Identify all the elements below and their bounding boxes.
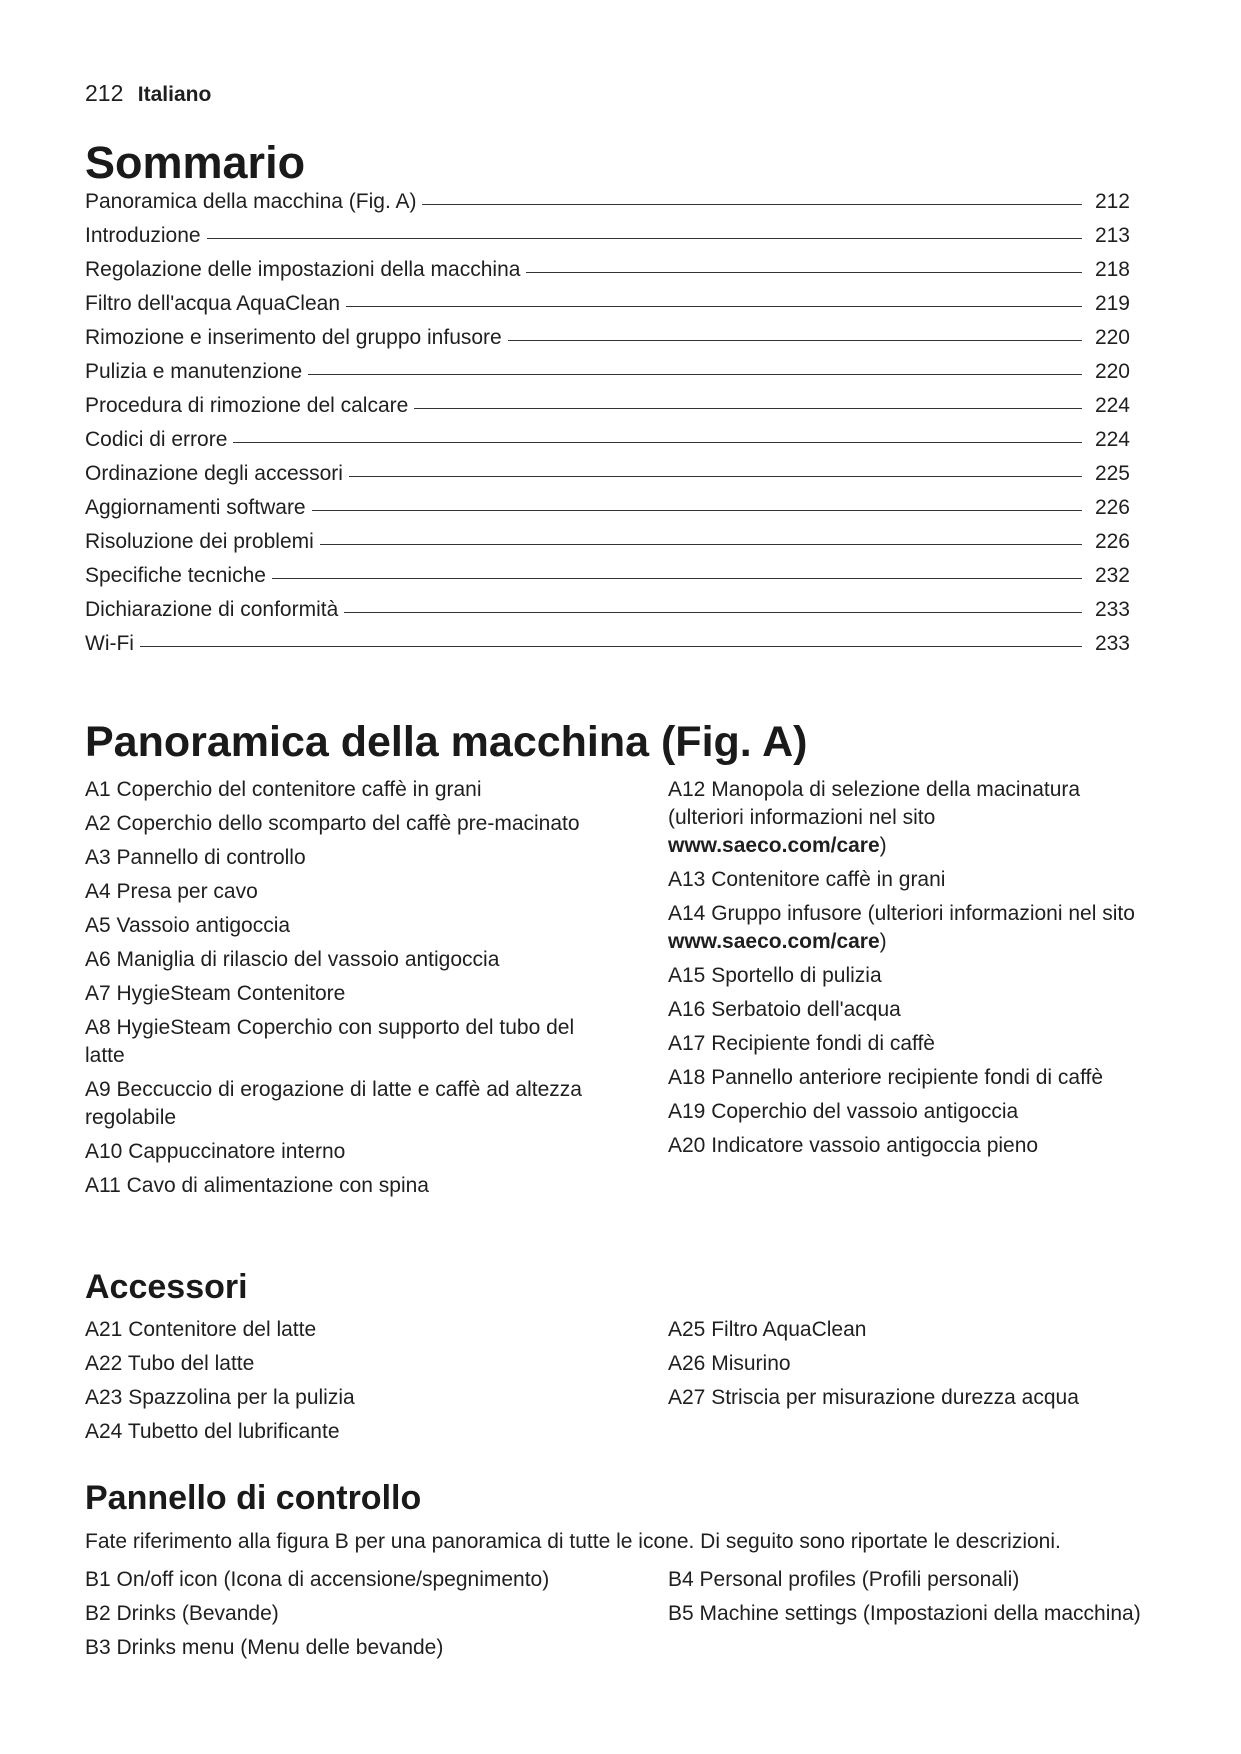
list-item: A10 Cappuccinatore interno: [85, 1140, 346, 1163]
accessories-right-list: [668, 1316, 1158, 1418]
list-item: A9 Beccuccio di erogazione di latte e caffè ad altezza regolabile: [85, 1078, 582, 1129]
list-item: A18 Pannello anteriore recipiente fondi di caffè: [668, 1066, 1104, 1089]
leader-line: [308, 374, 1082, 375]
list-item: A12 Manopola di selezione della macinatura (ulteriori informazioni nel sito www.saeco.com/care): [668, 778, 1081, 857]
toc-entry[interactable]: Procedura di rimozione del calcare 224: [85, 394, 1130, 417]
list-item: B4 Personal profiles (Profili personali): [668, 1568, 1020, 1591]
leader-line: [207, 238, 1082, 239]
list-item: A22 Tubo del latte: [85, 1352, 255, 1375]
list-item: A1 Coperchio del contenitore caffè in grani: [85, 778, 482, 801]
leader-line: [320, 544, 1082, 545]
page-number: 212: [85, 80, 124, 106]
leader-line: [414, 408, 1082, 409]
table-of-contents: [85, 190, 1130, 666]
toc-entry[interactable]: Dichiarazione di conformità 233: [85, 598, 1130, 621]
toc-entry[interactable]: Ordinazione degli accessori 225: [85, 462, 1130, 485]
toc-entry[interactable]: Filtro dell'acqua AquaClean 219: [85, 292, 1130, 315]
list-item: A8 HygieSteam Coperchio con supporto del tubo del latte: [85, 1016, 575, 1067]
list-item: A7 HygieSteam Contenitore: [85, 982, 346, 1005]
toc-entry[interactable]: Aggiornamenti software 226: [85, 496, 1130, 519]
list-item: A17 Recipiente fondi di caffè: [668, 1032, 935, 1055]
toc-entry[interactable]: Codici di errore 224: [85, 428, 1130, 451]
list-item: A2 Coperchio dello scomparto del caffè pre-macinato: [85, 812, 580, 835]
list-item: A11 Cavo di alimentazione con spina: [85, 1174, 429, 1197]
list-item: A24 Tubetto del lubrificante: [85, 1420, 340, 1443]
list-item: B5 Machine settings (Impostazioni della macchina): [668, 1602, 1141, 1625]
list-item: B3 Drinks menu (Menu delle bevande): [85, 1636, 444, 1659]
toc-entry[interactable]: Rimozione e inserimento del gruppo infusore 220: [85, 326, 1130, 349]
list-item: B2 Drinks (Bevande): [85, 1602, 279, 1625]
leader-line: [422, 204, 1082, 205]
control-panel-left-list: [85, 1566, 605, 1668]
care-link[interactable]: www.saeco.com/care: [668, 930, 880, 953]
toc-entry[interactable]: Panoramica della macchina (Fig. A) 212: [85, 190, 1130, 213]
list-item: A25 Filtro AquaClean: [668, 1318, 867, 1341]
leader-line: [140, 646, 1082, 647]
leader-line: [312, 510, 1082, 511]
language-label: Italiano: [137, 83, 212, 106]
list-item: A3 Pannello di controllo: [85, 846, 306, 869]
list-item: A26 Misurino: [668, 1352, 791, 1375]
list-item: A27 Striscia per misurazione durezza acqua: [668, 1386, 1079, 1409]
accessories-left-list: [85, 1316, 605, 1452]
list-item: A14 Gruppo infusore (ulteriori informazioni nel sito www.saeco.com/care): [668, 902, 1135, 953]
list-item: A4 Presa per cavo: [85, 880, 258, 903]
list-item: A5 Vassoio antigoccia: [85, 914, 291, 937]
toc-entry[interactable]: Specifiche tecniche 232: [85, 564, 1130, 587]
leader-line: [344, 612, 1082, 613]
leader-line: [349, 476, 1082, 477]
list-item: B1 On/off icon (Icona di accensione/spegnimento): [85, 1568, 550, 1591]
leader-line: [272, 578, 1082, 579]
control-panel-intro: Fate riferimento alla figura B per una panoramica di tutte le icone. Di seguito sono riportate le descrizioni.: [85, 1530, 1061, 1553]
page-header: [85, 80, 211, 107]
toc-entry[interactable]: Pulizia e manutenzione 220: [85, 360, 1130, 383]
list-item: A23 Spazzolina per la pulizia: [85, 1386, 355, 1409]
list-item: A16 Serbatoio dell'acqua: [668, 998, 901, 1021]
leader-line: [346, 306, 1082, 307]
leader-line: [508, 340, 1082, 341]
list-item: A21 Contenitore del latte: [85, 1318, 317, 1341]
list-item: A6 Maniglia di rilascio del vassoio antigoccia: [85, 948, 500, 971]
control-panel-right-list: [668, 1566, 1158, 1634]
accessories-title: Accessori: [85, 1268, 248, 1306]
toc-title: Sommario: [85, 137, 306, 188]
list-item: A15 Sportello di pulizia: [668, 964, 882, 987]
toc-entry[interactable]: Introduzione 213: [85, 224, 1130, 247]
leader-line: [233, 442, 1082, 443]
overview-left-list: [85, 776, 605, 1206]
leader-line: [526, 272, 1082, 273]
list-item: A13 Contenitore caffè in grani: [668, 868, 946, 891]
overview-title: Panoramica della macchina (Fig. A): [85, 718, 808, 766]
control-panel-title: Pannello di controllo: [85, 1479, 422, 1517]
list-item: A19 Coperchio del vassoio antigoccia: [668, 1100, 1019, 1123]
toc-entry[interactable]: Risoluzione dei problemi 226: [85, 530, 1130, 553]
care-link[interactable]: www.saeco.com/care: [668, 834, 880, 857]
list-item: A20 Indicatore vassoio antigoccia pieno: [668, 1134, 1039, 1157]
toc-entry[interactable]: Wi-Fi 233: [85, 632, 1130, 655]
toc-entry[interactable]: Regolazione delle impostazioni della macchina 218: [85, 258, 1130, 281]
overview-right-list: [668, 776, 1158, 1166]
